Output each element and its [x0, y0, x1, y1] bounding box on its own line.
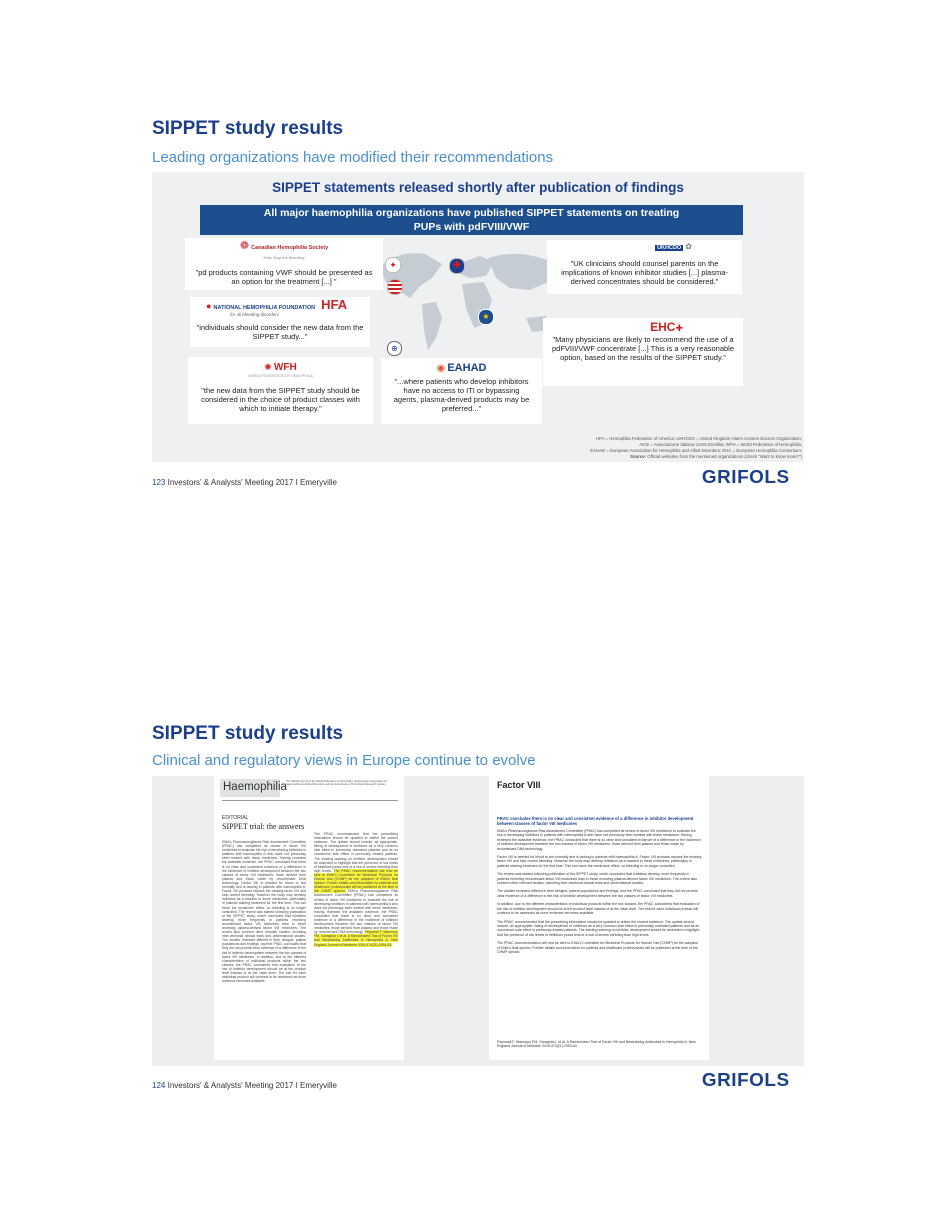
slide1-header: SIPPET statements released shortly after publication of findings	[272, 180, 684, 195]
slide2-subtitle: Clinical and regulatory views in Europe continue to evolve	[152, 752, 536, 769]
slide1-subtitle: Leading organizations have modified their recommendations	[152, 149, 554, 166]
slide1-footer	[152, 478, 337, 487]
article-subheading: PRAC concludes there is no clear and consistent evidence of a difference in inhibitor development between classes of factor VIII medicines	[497, 816, 694, 826]
ukhcdo-quote: "UK clinicians should counsel parents on the implications of known inhibitor studies [...] plasma-derived concentrates should be considered."	[561, 259, 728, 286]
wfh-statement-box	[188, 357, 373, 424]
ehc-logo: EHC	[650, 320, 676, 334]
source-line: EAHAD = European Association for Hemophilia and Allied Disorders; EHC = European Hemophilia Consortium;	[590, 448, 802, 453]
article-body: EMA's Pharmacovigilance Risk Assessment Committee (PRAC) has completed its review of factor VIII medicines to evaluate the risk of developing inhibitors in patients with haemophilia A who have not previously been treated with these medicines. Having reviewed the available evidence, the PRAC concluded that there is no clear and consistent evidence of a difference in the incidence of inhibitor development between the two classes of factor VIII medicines: those derived from plasma and those made by recombinant DNA technology. Factor VIII is needed for blood to clot normally and is lacking in patients with haemophilia A. Factor VIII products replace the missing factor VIII and help control bleeding. However the body may develop inhibitors as a reaction to these medicines, particularly in patients starting treatment for the first time. This can block the medicines' effect, so bleeding is no longer controlled. The review was started following publication of the SIPPET study, which concluded that inhibitors develop more frequently in patients receiving recombinant factor VIII medicines than in those receiving plasma-derived factor VIII medicines. The review also covered other relevant studies, including inter-ventional clinical trials and observational studies. The studies reviewed differed in their designs, patient populations and findings, and the PRAC concluded that they did not provide clear evidence of a difference in the risk of inhibitor development between the two classes of factor VIII medicines. In addition, due to the different characteristics of individual products within the two classes, the PRAC considered that evaluation of the risk of inhibitor development should be at the product level instead of at the class level. The risk for each individual product will continue to be assessed as more evidence becomes available. The PRAC recommended that the prescribing information should be updated to reflect the current evidence. The update should include, as appropriate, listing of development of inhibitors as a very common side effect in previously untreated patients and as an uncommon side effect in previously treated patients. The existing warning on inhibitor development should be amended to highlight that the presence of low levels of inhibitors poses less of a risk of severe bleeding than high levels. The PRAC recommendation will now be sent to EMA's Committee for Medicinal Products for Human Use (CHMP) for the adoption of EMA's final opinion. Further details and information for patients and healthcare professionals will be published at the time of the CHMP opinion.	[497, 829, 702, 954]
nhf-logo: NATIONAL HEMOPHILIA FOUNDATION	[213, 305, 316, 311]
ukhcdo-logo: UKHCDO	[657, 245, 682, 251]
globe-icon: ⊕	[387, 341, 402, 356]
source-label: Source:	[630, 454, 647, 459]
editorial-title: SIPPET trial: the answers	[222, 822, 305, 831]
eahad-statement-box	[381, 358, 542, 424]
banner-text: All major haemophilia organizations have published SIPPET statements on treating PUPs with pdFVIII/VWF	[263, 207, 680, 233]
article-reference: Peyvandi F, Mannucci PM, Garagiola I, et al. A Randomized Trial of Factor VIII and Neutralizing Antibodies in Hemophilia A. New England Journal of Medicine 2016;374(21):2054-64.	[497, 1040, 696, 1049]
eahad-quote: "...where patients who develop inhibitors have no access to ITI or bypassing agents, plasma-derived products may be preferred..."	[393, 377, 530, 413]
editorial-section: EDITORIAL	[222, 815, 249, 821]
article-heading: Factor VIII	[497, 780, 541, 790]
prac-page	[489, 776, 709, 1060]
nhf-statement-box	[190, 297, 370, 347]
world-map	[370, 238, 560, 358]
journal-name: Haemophilia	[223, 781, 287, 793]
source-line: HFA = Hemophilia Federation of America; UKHCDO = United Kingdom Haem Centers Doctors Organization;	[596, 436, 802, 441]
source-line: AICE = Associazione Italiana Centri Emofilia; WFH = World Federation of Hemophilia;	[639, 442, 802, 447]
ukhcdo-emblem-icon: ✿	[685, 242, 692, 251]
footer-text: Investors' & Analysts' Meeting 2017 I Emeryville	[167, 1081, 337, 1090]
ehc-statement-box	[543, 318, 743, 386]
grifols-logo: GRIFOLS	[701, 467, 790, 487]
slide1-title: SIPPET study results	[152, 118, 344, 139]
slide2-footer	[152, 1081, 337, 1090]
chs-logo: Canadian Hemophilia Society	[251, 245, 329, 251]
ukhcdo-statement-box	[547, 240, 742, 294]
slide2-title: SIPPET study results	[152, 723, 344, 744]
uk-flag-icon: ✚	[449, 258, 465, 274]
ehc-cross-icon: ✚	[675, 323, 683, 333]
wfh-tagline: WORLD FEDERATION OF HEMOPHILIA	[248, 374, 313, 378]
ehc-quote: "Many physicians are likely to recommend the use of a pdFVIII/VWF concentrate [...] This is a very reasonable option, based on the results of the SIPPET study."	[551, 335, 735, 362]
slide1-sources	[450, 436, 802, 460]
nhf-quote: "individuals should consider the new data from the SIPPET study..."	[196, 323, 364, 341]
slide1-banner	[200, 205, 743, 235]
source-text: Official websites from the mentioned organizations (check "Want to know more?")	[647, 454, 802, 459]
canada-flag-icon: ✦	[385, 257, 401, 273]
wfh-logo: WFH	[273, 362, 297, 373]
editorial-column-right: The PRAC recommended that the prescribing information should be updated to reflect the current evidence. The update should include, as appropriate, listing of development of inhibitors as a very common side effect in previously untreated patients and as an uncommon side effect in previously treated patients. The existing warning on inhibitor development should be amended to highlight that the presence of low levels of inhibitors poses less of a risk of severe bleeding than high levels. The PRAC recommendation will now be sent to EMA's Committee for Medicinal Products for Human Use (CHMP) for the adoption of EMA's final opinion. Further details and information for patients and healthcare professionals will be published at the time of the CHMP opinion. EMA's Pharmacovigilance Risk Assessment Committee (PRAC) has completed its review of factor VIII medicines to evaluate the risk of developing inhibitors in patients with haemophilia A who have not previously been treated with these medicines. Having reviewed the available evidence, the PRAC concluded that there is no clear and consistent evidence of a difference in the incidence of inhibitor development between the two classes of factor VIII medicines: those derived from plasma and those made by recombinant DNA technology. Peyvandi F, Mannucci PM, Garagiola I, et al. A Randomized Trial of Factor VIII and Neutralizing Antibodies in Hemophilia A. New England Journal of Medicine 2016;374(21):2054-64.	[314, 832, 398, 947]
usa-flag-icon	[387, 279, 403, 295]
chs-leaf-icon: ❁	[239, 240, 250, 252]
editorial-column-left: EMA's Pharmacovigilance Risk Assessment Committee (PRAC) has completed its review of factor VIII medicines to evaluate the risk of developing inhibitors in patients with haemophilia A who have not previously been treated with these medicines. Having reviewed the available evidence, the PRAC concluded that there is no clear and consistent evidence of a difference in the incidence of inhibitor development between the two classes of factor VIII medicines: those derived from plasma and those made by recombinant DNA technology. Factor VIII is needed for blood to clot normally and is lacking in patients with haemophilia A. Factor VIII products replace the missing factor VIII and help control bleeding. However the body may develop inhibitors as a reaction to these medicines, particularly in patients starting treatment for the first time. This can block the medicines' effect, so bleeding is no longer controlled. The review was started following publication of the SIPPET study, which concluded that inhibitors develop more frequently in patients receiving recombinant factor VIII medicines than in those receiving plasma-derived factor VIII medicines. The review also covered other relevant studies, including inter-ventional clinical trials and observational studies. The studies reviewed differed in their designs, patient populations and findings, and the PRAC concluded that they did not provide clear evidence of a difference in the risk of inhibitor development between the two classes of factor VIII medicines. In addition, due to the different characteristics of individual products within the two classes, the PRAC considered that evaluation of the risk of inhibitor development should be at the product level instead of at the class level. The risk for each individual product will continue to be assessed as more evidence becomes available.	[222, 840, 306, 984]
grifols-logo: GRIFOLS	[701, 1070, 790, 1090]
chs-tagline: Help Stop the Bleeding	[263, 255, 305, 260]
page-number: 123	[152, 478, 166, 487]
wfh-emblem-icon: ✺	[264, 362, 272, 372]
hfa-logo: HFA	[321, 297, 348, 312]
eu-flag-icon: ★	[478, 309, 494, 325]
nhf-drop-icon: ●	[206, 301, 212, 311]
journal-description: The Official Journal of the World Federation of Hemophilia, the European Association for Haemophilia and Allied Disorders and the Hemostasis & Thrombosis Research Society	[286, 780, 388, 787]
footer-text: Investors' & Analysts' Meeting 2017 I Emeryville	[167, 478, 337, 487]
chs-statement-box	[185, 238, 383, 290]
journal-page	[214, 776, 404, 1060]
eahad-logo: EAHAD	[447, 362, 487, 374]
page-number: 124	[152, 1081, 166, 1090]
chs-quote: "pd products containing VWF should be presented as an option for the treatment [...] "	[195, 268, 373, 286]
nhf-tagline: for all bleeding disorders	[230, 312, 280, 317]
eahad-drop-icon: ◉	[436, 363, 446, 374]
wfh-quote: "the new data from the SIPPET study should be considered in the choice of product classes with which to initiate therapy."	[201, 386, 360, 413]
